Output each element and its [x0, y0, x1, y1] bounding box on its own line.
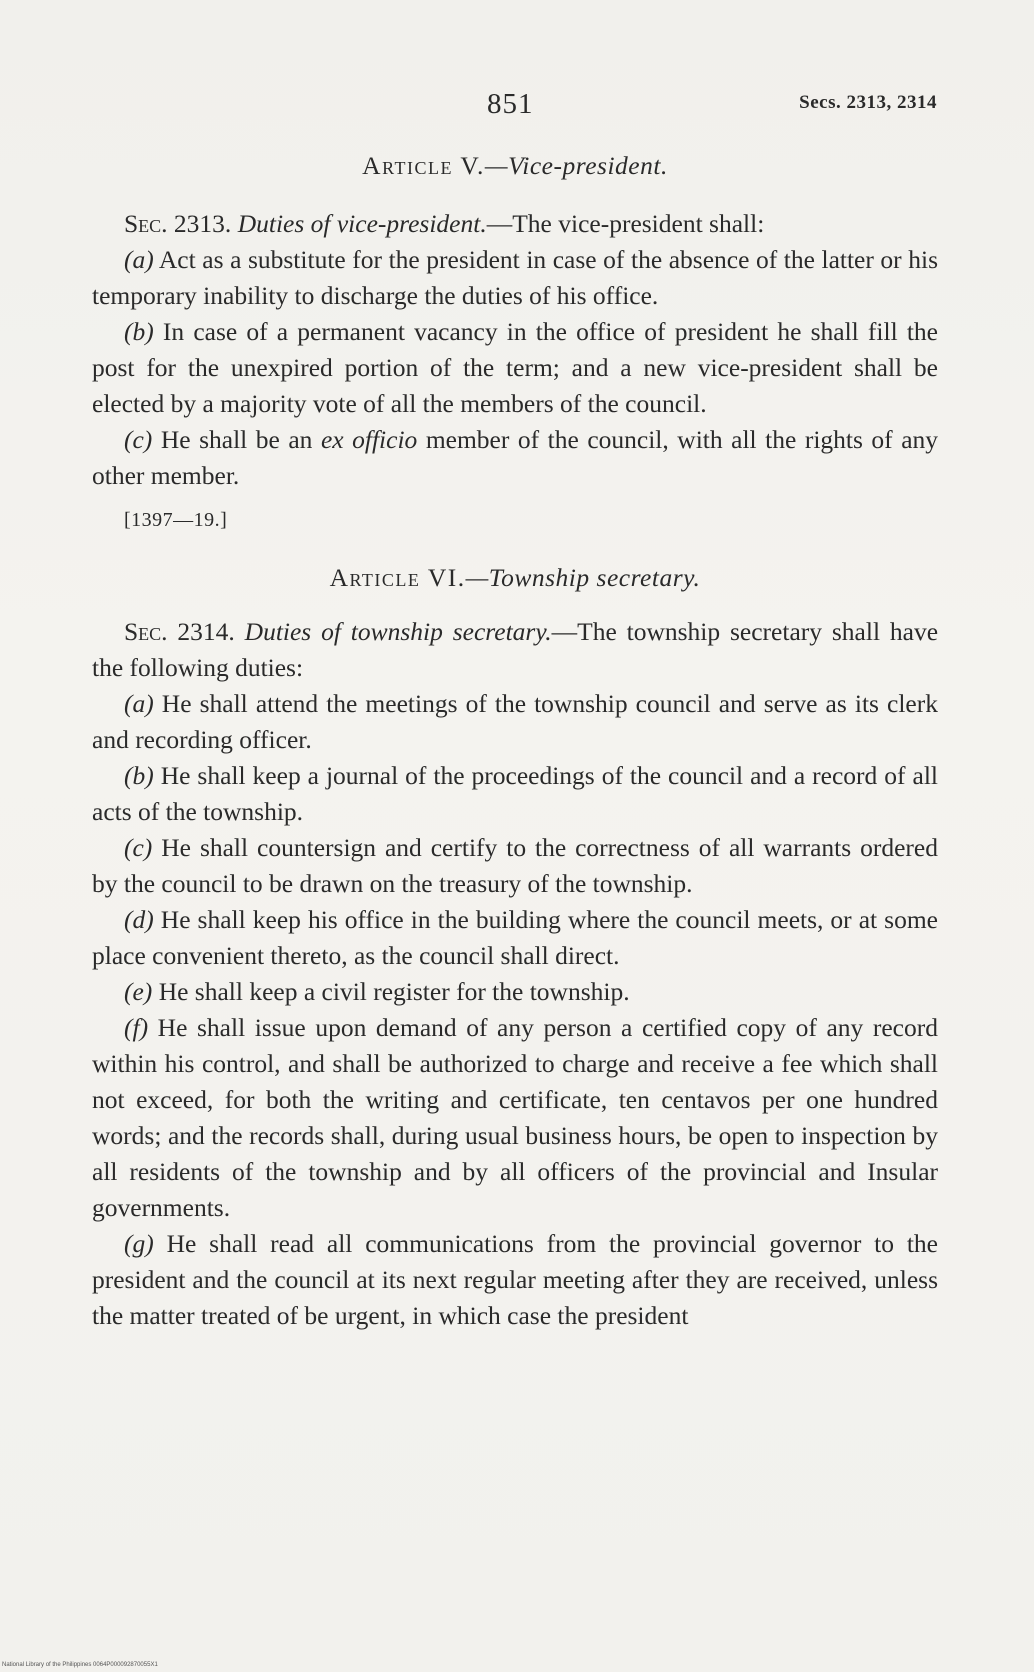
- clause-text: He shall issue upon demand of any person a certified copy of any record within his control, and shall be authorized to charge and receive a fee which shall not exceed, for both the writing and certificate, ten centavos per one hundred words; and the records shall, during usual business hours, be open to inspection by all residents of the township and by all officers of the provincial and Insular governments.: [92, 1013, 938, 1222]
- article-title: —Vice-president.: [484, 151, 668, 180]
- clause-2313-a: [92, 242, 938, 314]
- clause-text: He shall attend the meetings of the township council and serve as its clerk and recording officer.: [92, 689, 938, 754]
- article-v-heading: [92, 148, 938, 184]
- scan-credit: National Library of the Philippines 0064P000092870055X1: [2, 1662, 158, 1668]
- latin-term: ex officio: [320, 425, 418, 454]
- page-number: 851: [487, 88, 534, 120]
- running-head: [92, 88, 937, 128]
- clause-letter: (e): [124, 977, 153, 1006]
- clause-text: member of the council, with all the rights of any other member.: [92, 425, 939, 490]
- section-title: Duties of township secretary.: [244, 617, 552, 646]
- clause-text: He shall countersign and certify to the correctness of all warrants ordered by the council to be drawn on the treasury of the township.: [92, 833, 938, 898]
- clause-text: He shall be an: [152, 425, 321, 454]
- clause-2313-c: [92, 422, 938, 494]
- clause-2313-b: [92, 314, 938, 422]
- article-title: —Township secretary.: [465, 563, 701, 592]
- article-vi-heading: [92, 560, 938, 596]
- clause-text: In case of a permanent vacancy in the office of president he shall fill the post for the unexpired portion of the term; and a new vice-president shall be elected by a majority vote of all the members of the council.: [92, 317, 938, 418]
- section-2314-intro: [92, 614, 938, 686]
- clause-text: Act as a substitute for the president in case of the absence of the latter or his temporary inability to discharge the duties of his office.: [92, 245, 938, 310]
- clause-letter: (b): [124, 761, 154, 790]
- clause-letter: (d): [124, 905, 154, 934]
- clause-letter: (b): [124, 317, 154, 346]
- clause-2314-c: [92, 830, 938, 902]
- clause-text: He shall keep a civil register for the township.: [152, 977, 630, 1006]
- section-intro-text: —The vice-president shall:: [486, 209, 765, 238]
- section-reference: Secs. 2313, 2314: [799, 92, 937, 113]
- clause-text: He shall read all communications from the provincial governor to the president and the council at its next regular meeting after they are received, unless the matter treated of be urgent, in which case the president: [92, 1229, 938, 1330]
- clause-text: He shall keep his office in the building where the council meets, or at some place convenient thereto, as the council shall direct.: [92, 905, 938, 970]
- clause-letter: (c): [124, 425, 153, 454]
- clause-2314-d: [92, 902, 938, 974]
- clause-2314-e: [92, 974, 938, 1010]
- clause-2314-b: [92, 758, 938, 830]
- section-2313-intro: [92, 206, 938, 242]
- legislative-citation: [1397—19.]: [124, 509, 228, 531]
- clause-letter: (c): [124, 833, 153, 862]
- clause-2314-g: [92, 1226, 938, 1334]
- clause-letter: (a): [124, 245, 154, 274]
- article-label: Article V.: [362, 151, 485, 180]
- article-label: Article VI.: [329, 563, 466, 592]
- clause-text: He shall keep a journal of the proceedings of the council and a record of all acts of the township.: [92, 761, 938, 826]
- page-body: [92, 148, 938, 1334]
- clause-letter: (f): [124, 1013, 149, 1042]
- clause-2314-a: [92, 686, 938, 758]
- section-number: Sec. 2313.: [124, 209, 232, 238]
- section-intro-text: —The township secretary shall have the following duties:: [92, 617, 939, 682]
- section-title: Duties of vice-president.: [237, 209, 487, 238]
- section-number: Sec. 2314.: [124, 617, 235, 646]
- clause-letter: (a): [124, 689, 154, 718]
- clause-2314-f: [92, 1010, 938, 1226]
- clause-letter: (g): [124, 1229, 154, 1258]
